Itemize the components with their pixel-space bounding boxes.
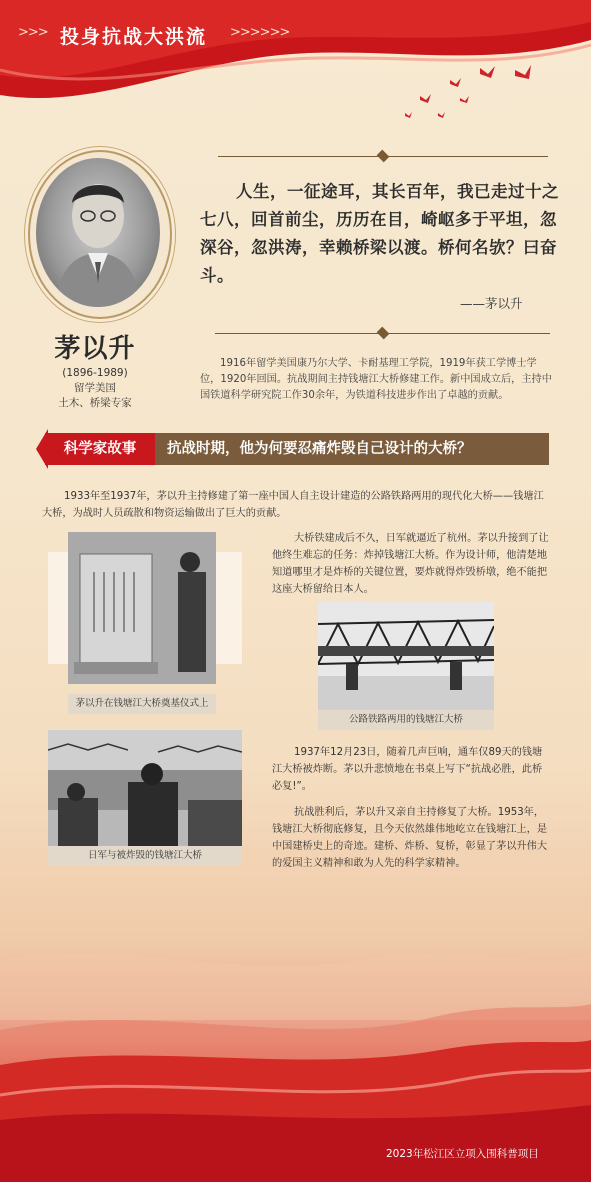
quote-author: ——茅以升 <box>460 296 523 311</box>
caption-photo-ceremony: 茅以升在钱塘江大桥奠基仪式上 <box>68 694 216 714</box>
story-para3: 抗战胜利后，茅以升又亲自主持修复了大桥。1953年，钱塘江大桥彻底修复，且今天依然雄伟地屹立在钱塘江上，是中国建桥史上的奇迹。建桥、炸桥、复桥，彰显了茅以升伟大的爱国主义精神和敢为人先的科学家精神。 <box>272 807 548 869</box>
chevron-left-icon: >>> <box>18 25 48 40</box>
photo-bridge <box>318 602 494 710</box>
chevron-right-icon: >>>>>> <box>230 25 290 40</box>
caption-photo-destroyed: 日军与被炸毁的钱塘江大桥 <box>48 846 242 866</box>
quote-text: 人生，一征途耳，其长百年，我已走过十之七八，回首前尘，历历在目，崎岖多于平坦，忽深谷，忽洪涛，幸赖桥梁以渡。桥何名欤？曰奋斗。 <box>200 182 559 285</box>
caption-photo-bridge: 公路铁路两用的钱塘江大桥 <box>318 710 494 730</box>
divider-ornament <box>377 327 390 340</box>
profile-field: 土木、桥梁专家 <box>58 397 132 409</box>
story-para2: 1937年12月23日，随着几声巨响，通车仅89天的钱塘江大桥被炸断。茅以升悲愤地在书桌上写下“抗战必胜，此桥必复!”。 <box>272 747 543 792</box>
divider-ornament <box>377 150 390 163</box>
footer-text: 2023年松江区立项入围科普项目 <box>386 1148 539 1160</box>
story-label: 科学家故事 <box>45 433 155 465</box>
story-title: 抗战时期，他为何要忍痛炸毁自己设计的大桥？ <box>155 433 549 465</box>
header-title: 投身抗战大洪流 <box>60 26 208 48</box>
profile-name: 茅以升 <box>54 334 136 364</box>
bottom-red-wave <box>0 900 591 1182</box>
story-para1: 大桥铁建成后不久，日军就逼近了杭州。茅以升接到了让他终生难忘的任务：炸掉钱塘江大桥。作为设计师，他清楚地知道哪里才是炸桥的关键位置，要炸就得炸毁桥墩，绝不能把这座大桥留给日本人。 <box>272 533 549 595</box>
profile-study: 留学美国 <box>74 382 116 394</box>
photo-ceremony <box>68 532 216 684</box>
birds-icon <box>400 58 550 128</box>
story-intro: 1933年至1937年，茅以升主持修建了第一座中国人自主设计建造的公路铁路两用的现代化大桥——钱塘江大桥，为战时人员疏散和物资运输做出了巨大的贡献。 <box>42 491 544 519</box>
profile-years: (1896-1989) <box>62 367 128 379</box>
photo-destroyed-bridge <box>48 730 242 846</box>
portrait-photo <box>36 158 160 307</box>
bio-text: 1916年留学美国康乃尔大学、卡耐基理工学院，1919年获工学博士学位，1920年回国。抗战期间主持钱塘江大桥修建工作。新中国成立后，主持中国铁道科学研究院工作30余年，为铁道科技进步作出了卓越的贡献。 <box>200 358 552 401</box>
